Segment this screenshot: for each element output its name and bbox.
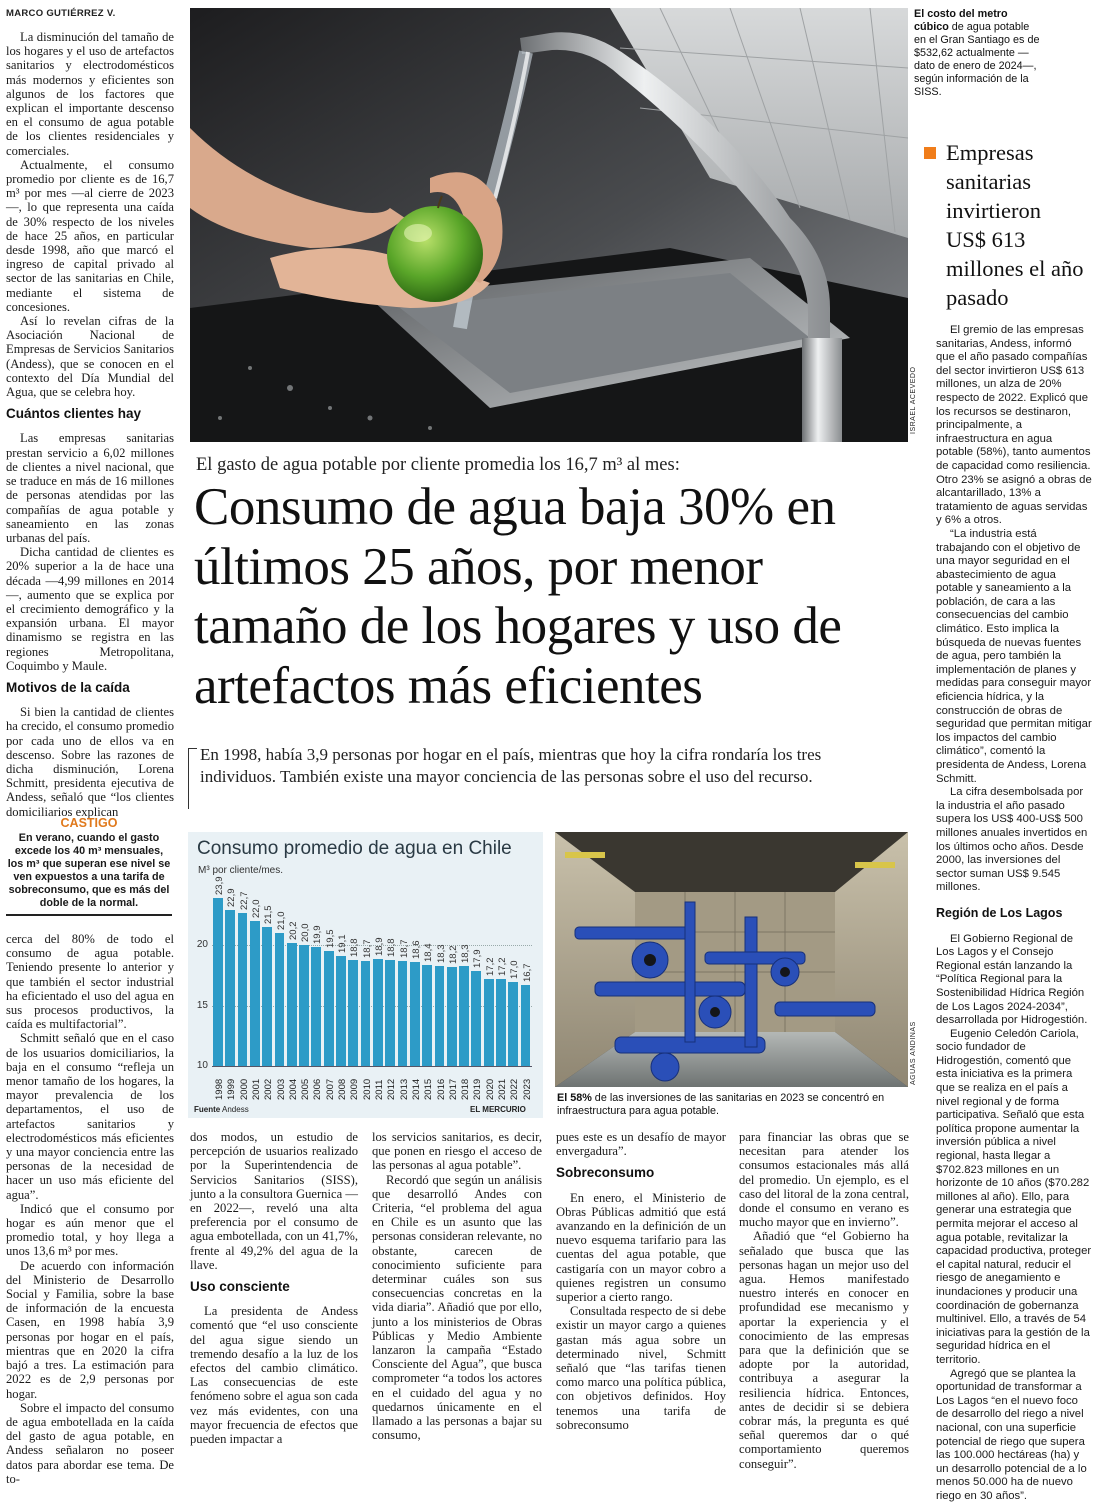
chart-value-label: 23,9 — [214, 876, 225, 896]
chart-value-label: 16,7 — [521, 963, 533, 983]
chart-value-label: 18,7 — [361, 939, 373, 959]
chart-value-label: 19,1 — [337, 934, 349, 954]
paragraph: los servicios sanitarios, es decir, que ponen en riesgo el acceso de las personas al agua potable”. — [372, 1130, 542, 1173]
chart-ylabel: M³ por cliente/mes. — [198, 865, 284, 876]
dek-text: En 1998, había 3,9 personas por hogar en el país, mientras que hoy la cifra rondaría los tres individuos. También existe una mayor conciencia de las personas sobre el uso del recurso. — [200, 745, 822, 786]
paragraph: La disminución del tamaño de los hogares y el uso de artefactos sanitarios y electrodomésticos más modernos y eficientes son algunos de los factores que explican el importante descenso en el consumo de agua potable de los clientes residenciales y comerciales. — [6, 30, 174, 158]
photo-caption-bottom-text: de las inversiones de las sanitarias en 2023 se concentró en infraestructura para agua potable. — [557, 1092, 885, 1117]
chart-x-label: 2009 — [349, 1078, 361, 1100]
chart-bar — [361, 961, 371, 1066]
chart-x-label: 1999 — [226, 1078, 238, 1100]
chart-x-label: 2004 — [287, 1078, 299, 1100]
photo-caption-top-bold: El costo del metro cúbico — [914, 8, 1008, 33]
chart-bar — [275, 933, 285, 1066]
chart-x-label: 2016 — [435, 1078, 447, 1100]
body-column-4 — [556, 1130, 726, 1432]
photo-caption-top — [914, 8, 1042, 99]
kicker: El gasto de agua potable por cliente promedia los 16,7 m³ al mes: — [196, 455, 680, 475]
paragraph: pues este es un desafío de mayor envergadura”. — [556, 1130, 726, 1159]
chart-x-label: 2003 — [275, 1078, 287, 1100]
paragraph: Recordó que según un análisis que desarrolló Andes con Criteria, “el problema del agua en Chile es un asunto que las personas consideran relevante, no obstante, carecen de conocimiento suficiente para determinar cuáles son sus consecuencias concretas en la vida diaria”. Añadió que por ello, junto a los ministerios de Obras Públicas y Medio Ambiente lanzaron la campaña “Estado Consciente del Agua”, que busca comprometer “a todos los actores en el cuidado del agua y no quedarnos únicamente en el llamado a las personas a bajar su consumo, — [372, 1172, 542, 1443]
chart-x-label: 2013 — [398, 1078, 410, 1100]
chart-bar — [250, 921, 260, 1066]
chart-value-label: 18,3 — [460, 944, 472, 963]
chart-bar — [410, 962, 420, 1066]
chart-bar — [508, 982, 518, 1066]
paragraph: El gremio de las empresas sanitarias, Andess, informó que el año pasado compañías del sector invirtieron US$ 613 millones, un alza de 20% respecto de 2022. Explicó que los recursos se destinaron, principalmente, a infraestructura en agua potable (58%), tanto aumentos de capacidad como resiliencia. Otro 23% se asignó a obras de alcantarillado, 13% a tratamiento de aguas servidas y 6% a otros. — [936, 324, 1092, 527]
paragraph: De acuerdo con información del Ministerio de Desarrollo Social y Familia, sobre la base de información de la encuesta Casen, en 1998 había 3,9 personas por hogar en el país, mientras que en 2020 la cifra bajó a tres. La estimación para 2022 es de 2,9 personas por hogar. — [6, 1258, 174, 1401]
chart-value-label: 18,2 — [447, 945, 459, 965]
chart-x-label: 2008 — [337, 1078, 349, 1100]
chart-bar — [471, 971, 481, 1066]
chart-x-label: 2010 — [361, 1078, 373, 1100]
chart-bar — [324, 951, 334, 1066]
byline: MARCO GUTIÉRREZ V. — [6, 8, 116, 19]
photo-pump-room — [555, 832, 908, 1087]
paragraph: Schmitt señaló que en el caso de los usuarios domiciliarios, la baja en el consumo “refleja un menor tamaño de los hogares, la mayor prevalencia de los departamentos, el uso de artefactos sanitarios y electrodomésticos más eficientes y una mayor conciencia entre las personas de la necesidad de hacer un uso más eficiente del agua”. — [6, 1031, 174, 1202]
chart-bar — [262, 927, 272, 1066]
chart-bar — [496, 979, 506, 1066]
paragraph: Consultada respecto de si debe existir un mayor cargo a quienes gastan más agua sobre un determinado nivel, Schmitt señaló que “las tarifas tienen como marco una política pública, con objetivos definidos. Hoy tenemos una tarifa de sobreconsumo — [556, 1304, 726, 1432]
paragraph: Si bien la cantidad de clientes ha crecido, el consumo promedio por cada uno de ellos va en descenso. Sobre las razones de dicha disminución, Lorena Schmitt, presidenta ejecutiva de Andess, señaló que “los clientes domiciliarios explican — [6, 705, 174, 819]
chart-value-label: 18,4 — [423, 943, 435, 962]
chart-x-label: 2015 — [423, 1078, 435, 1100]
chart-bar — [447, 967, 457, 1066]
subhead-cuantos-clientes: Cuántos clientes hay — [6, 406, 142, 422]
chart-value-label: 17,9 — [472, 949, 484, 968]
subhead-sobreconsumo: Sobreconsumo — [556, 1165, 655, 1181]
chart-x-label: 2019 — [472, 1078, 484, 1100]
chart-bar — [385, 960, 395, 1066]
chart-value-label: 21,0 — [275, 911, 287, 931]
left-column-top — [6, 30, 174, 819]
chart-value-label: 17,2 — [484, 957, 496, 977]
chart-bar — [287, 943, 297, 1066]
chart-source-label: Fuente — [194, 1105, 221, 1114]
chart-x-label: 2011 — [374, 1079, 385, 1100]
chart-x-label: 2021 — [497, 1078, 509, 1100]
paragraph: cerca del 80% de todo el consumo de agua potable. Teniendo presente lo anterior y que también el sector industrial ha eficientado el uso del agua en sus procesos productivos, la caída es multifactorial”. — [6, 932, 174, 1032]
paragraph: Actualmente, el consumo promedio por cliente es de 16,7 m³ por mes —al cierre de 2023—, lo que representa una caída de 30% respecto de los niveles de hace 25 años, en particular desde 1998, año que marcó el ingreso de capital privado al sector de las sanitarias en Chile, mediante el sistema de concesiones. — [6, 157, 174, 314]
chart-value-label: 21,5 — [263, 905, 275, 925]
paragraph: Añadió que “el Gobierno ha señalado que busca que las personas hagan un mejor uso del agua. Hemos manifestado nuestro interés en conocer en profundidad ese mecanismo y aportar la experiencia y el conocimiento de las empresas para que la definición que se adopte por la autoridad, contribuya a asegurar la resiliencia hídrica. Entonces, antes de decidir si se debiera cobrar más, la pregunta es qué señal queremos dar o qué comportamiento queremos conseguir”. — [739, 1229, 909, 1471]
chart-title: Consumo promedio de agua en Chile — [197, 838, 512, 859]
chart-bar — [336, 956, 346, 1066]
paragraph: Eugenio Celedón Cariola, socio fundador de Hidrogestión, comentó que esta iniciativa es la primera que se realiza en el país a nivel regional y de forma participativa. Señaló que esta política propone aumentar la inversión pública a nivel regional, hasta llegar a $702.823 millones en un horizonte de 10 años ($70.282 millones al año). Ello, para generar una estrategia que permita mejorar el acceso al agua potable, revitalizar la capacidad productiva, proteger el capital natural, reducir el riesgo de anegamiento e inundaciones y producir una coordinación de gobernanza multinivel. Ello, a través de 54 iniciativas para la gestión de la seguridad hídrica en el territorio. — [936, 1027, 1092, 1366]
chart-ytick-label: 10 — [196, 1060, 208, 1071]
right-column-body — [936, 324, 1092, 1503]
subhead-los-lagos: Región de Los Lagos — [936, 905, 1063, 920]
castigo-title: CASTIGO — [60, 816, 118, 830]
chart-bar — [521, 985, 531, 1066]
chart-value-label: 19,9 — [312, 925, 324, 944]
chart-x-label: 2020 — [484, 1078, 496, 1100]
photo-caption-bottom — [557, 1092, 909, 1118]
chart-value-label: 18,3 — [435, 944, 447, 963]
chart-x-label: 2007 — [324, 1078, 336, 1100]
subhead-motivos: Motivos de la caída — [6, 679, 130, 695]
chart-brand: EL MERCURIO — [470, 1105, 526, 1114]
paragraph: Indicó que el consumo por hogar es aún menor que el promedio total, y hoy llega a unos 13,6 m³ por mes. — [6, 1201, 174, 1259]
chart-bar — [299, 945, 309, 1066]
castigo-text: En verano, cuando el gasto excede los 40 m³ mensuales, los m³ que superan ese nivel se ven expuestos a una tarifa de sobreconsumo, que es más del doble de la normal. — [7, 832, 171, 909]
photo-pump-room-illustration — [555, 832, 908, 1087]
chart-bar — [348, 960, 358, 1066]
chart-value-label: 18,6 — [410, 940, 422, 960]
chart-x-label: 1998 — [214, 1078, 225, 1100]
chart-value-label: 18,8 — [349, 938, 361, 957]
chart-ytick-label: 15 — [196, 999, 208, 1011]
chart-source-name: Andess — [222, 1105, 249, 1114]
chart-bar — [213, 898, 223, 1066]
chart-x-label: 2014 — [410, 1078, 422, 1100]
chart-value-label: 20,2 — [287, 921, 299, 940]
body-column-5 — [739, 1130, 909, 1471]
left-column-bottom — [6, 932, 174, 1486]
chart-x-label: 2001 — [250, 1078, 262, 1100]
paragraph: dos modos, un estudio de percepción de usuarios realizado por la Superintendencia de Servicios Sanitarios (SISS), junto a la consultora Guernica —en 2022—, reveló una alta preferencia por el consumo de agua embotellada, con un 41,7%, frente al 49,2% del agua de la llave. — [190, 1130, 358, 1272]
chart-bar — [435, 966, 445, 1066]
paragraph: Así lo revelan cifras de la Asociación Nacional de Empresas de Servicios Sanitarios (Andess), que se conocen en el contexto del Día Mundial del Agua, que se celebra hoy. — [6, 314, 174, 400]
photo-caption-bottom-bold: El 58% — [557, 1092, 592, 1104]
paragraph: “La industria está trabajando con el objetivo de una mayor seguridad en el abastecimiento de agua potable y saneamiento a la población, de cara a las consecuencias del cambio climático. Esto implica la búsqueda de nuevas fuentes de agua, pero también la implementación de planes y medidas para conseguir mayor eficiencia hídrica, y la construcción de obras de seguridad que permitan mitigar los impactos del cambio climático”, comentó la presidenta de Andess, Lorena Schmitt. — [936, 527, 1092, 785]
chart-ytick-label: 20 — [196, 939, 208, 951]
headline: Consumo de agua baja 30% en últimos 25 años, por menor tamaño de los hogares y uso de artefactos más eficientes — [194, 478, 842, 715]
chart-value-label: 18,9 — [374, 937, 385, 956]
paragraph: La cifra desembolsada por la industria el año pasado supera los US$ 400-US$ 500 millones anuales invertidos en los últimos ocho años. Desde 2000, las inversiones del sector suman US$ 9.545 millones. — [936, 786, 1088, 894]
chart-x-label: 2005 — [300, 1078, 312, 1100]
paragraph: El Gobierno Regional de Los Lagos y el Consejo Regional están lanzando la “Política Regional para la Sostenibilidad Hídrica Región de Los Lagos 2024-2034”, desarrollada por Hidrogestión. — [936, 932, 1088, 1027]
chart-value-label: 22,7 — [238, 891, 250, 910]
chart-bar — [311, 947, 321, 1066]
castigo-box — [6, 814, 172, 916]
photo-credit-bottom: AGUAS ANDINAS — [910, 1021, 917, 1085]
chart-bar — [484, 979, 494, 1066]
chart-x-label: 2023 — [521, 1078, 533, 1100]
chart-value-label: 18,8 — [386, 938, 398, 957]
chart-value-label: 17,2 — [497, 957, 509, 977]
body-column-2 — [190, 1130, 358, 1446]
chart-x-label: 2002 — [263, 1078, 275, 1100]
chart-x-label: 2012 — [386, 1078, 398, 1100]
chart-source — [194, 1105, 249, 1114]
dek-bracket — [188, 748, 197, 809]
paragraph: La presidenta de Andess comentó que “el uso consciente del agua sigue siendo un tremendo desafío a la luz de los efectos del cambio climático. Las consecuencias de este fenómeno sobre el agua son cada vez más evidentes, con una mayor frecuencia de efectos que pueden impactar a — [190, 1304, 358, 1447]
chart-bar — [459, 966, 469, 1066]
paragraph: Dicha cantidad de clientes es 20% superior a la de hace una década —4,99 millones en 2014—, aumento que se explica por el crecimiento demográfico y la expansión urbana. El mayor dinamismo se registra en las regiones Metropolitana, Coquimbo y Maule. — [6, 545, 174, 673]
chart-value-label: 18,7 — [398, 939, 410, 959]
paragraph: Agregó que se plantea la oportunidad de transformar a Los Lagos “en el nuevo foco de desarrollo del riego a nivel nacional, con una superficie potencial de riego que supera las 100.000 hectáreas (ha) y un desarrollo potencial de a lo menos 50.000 ha de nuevo riego en 30 años”. — [936, 1367, 1087, 1502]
chart-x-label: 2018 — [460, 1078, 472, 1100]
body-column-3 — [372, 1130, 542, 1442]
chart-bar — [373, 959, 383, 1066]
chart-x-label: 2017 — [447, 1078, 459, 1100]
right-headline-marker — [924, 147, 936, 159]
chart-value-label: 22,0 — [250, 899, 262, 919]
chart-bar — [238, 913, 248, 1066]
chart-baseline — [212, 1066, 532, 1067]
paragraph: En enero, el Ministerio de Obras Públicas admitió que está avanzando en la definición de un nuevo esquema tarifario para las cuentas del agua potable, que castigaría con un mayor cobro a quienes registren un consumo superior a cierto rango. — [556, 1190, 726, 1305]
chart-value-label: 19,5 — [324, 929, 336, 949]
right-headline: Empresas sanitarias invirtieron US$ 613 millones el año pasado — [946, 140, 1084, 310]
photo-apple-washing — [190, 8, 908, 442]
dek — [188, 744, 908, 816]
photo-apple-washing-illustration — [190, 8, 908, 442]
chart-bar — [225, 910, 235, 1066]
subhead-uso-consciente: Uso consciente — [190, 1279, 290, 1295]
chart-value-label: 17,0 — [509, 960, 521, 979]
chart-x-label: 2006 — [312, 1078, 324, 1100]
chart-bar — [422, 965, 432, 1066]
chart-bar — [398, 961, 408, 1066]
photo-caption-top-text: de agua potable en el Gran Santiago es de $532,62 actualmente —dato de enero de 2024—, según información de la SISS. — [914, 21, 1040, 98]
chart-x-label: 2000 — [238, 1078, 250, 1100]
chart-value-label: 20,0 — [300, 923, 312, 943]
chart-x-label: 2022 — [509, 1078, 521, 1100]
paragraph: Sobre el impacto del consumo de agua embotellada en la caída del gasto de agua potable, en Andess señalaron no poseer datos para abordar ese tema. De to- — [6, 1400, 174, 1486]
photo-credit-top: ISRAEL ACEVEDO — [910, 366, 917, 434]
paragraph: Las empresas sanitarias prestan servicio a 6,02 millones de clientes a nivel nacional, que se traduce en más de 16 millones de personas atendidas por las compañías de agua potable y saneamiento en las zonas urbanas del país. — [6, 431, 174, 545]
chart-value-label: 22,9 — [226, 888, 238, 908]
paragraph: para financiar las obras que se necesitan para atender los consumos estacionales más allá del promedio. Un ejemplo, es el caso del litoral de la zona central, donde el consumo en verano es mucho mayor que en invierno”. — [739, 1130, 909, 1230]
